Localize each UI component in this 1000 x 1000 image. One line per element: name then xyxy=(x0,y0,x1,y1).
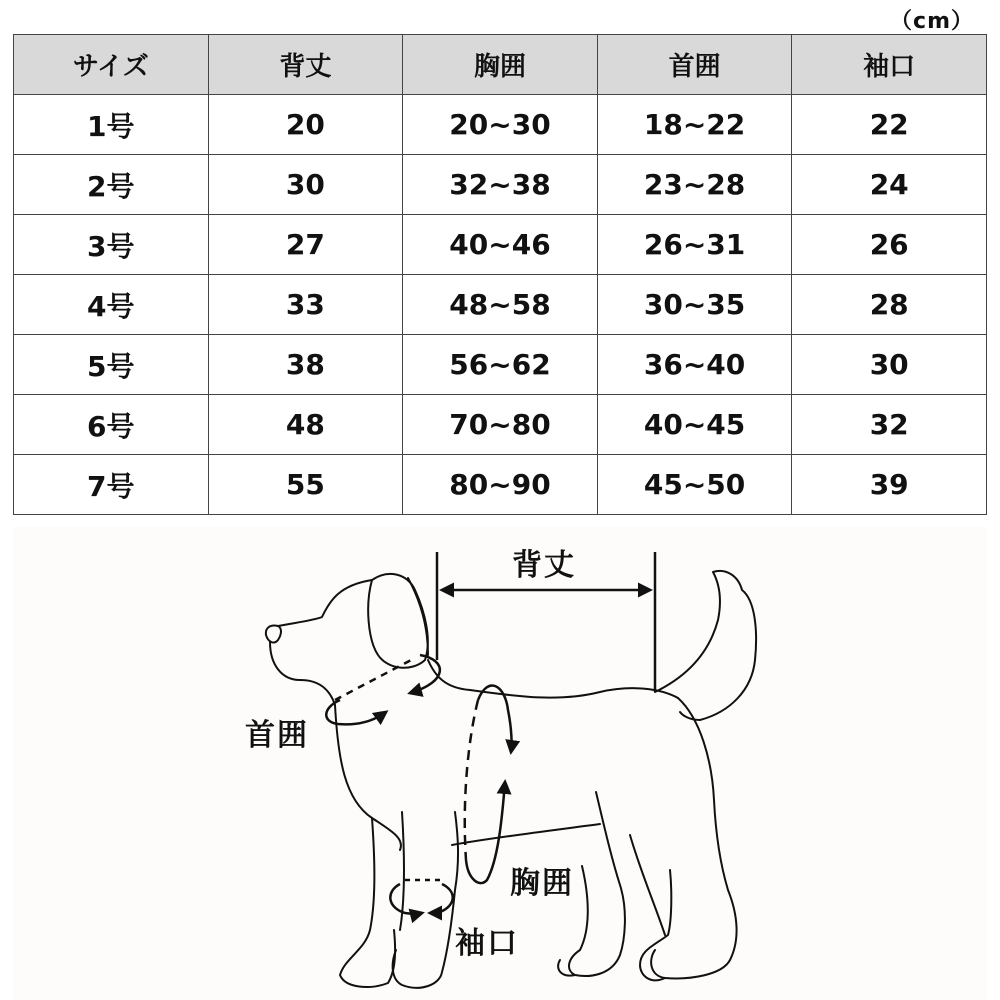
cell-chest: 48~58 xyxy=(403,275,598,335)
label-cuff: 袖口 xyxy=(455,926,519,961)
cell-neck: 40~45 xyxy=(597,395,792,455)
label-neck: 首囲 xyxy=(245,718,309,753)
chest-measure-indicator xyxy=(465,686,512,884)
cell-back-length: 27 xyxy=(208,215,403,275)
unit-label: （cm） xyxy=(890,9,974,34)
cell-cuff: 39 xyxy=(792,455,987,515)
header-neck: 首囲 xyxy=(597,35,792,95)
cell-back-length: 30 xyxy=(208,155,403,215)
label-back-length: 背丈 xyxy=(512,548,576,583)
header-cuff: 袖口 xyxy=(792,35,987,95)
header-chest: 胸囲 xyxy=(403,35,598,95)
cell-neck: 23~28 xyxy=(597,155,792,215)
neck-measure-indicator xyxy=(326,655,440,724)
cell-chest: 20~30 xyxy=(403,95,598,155)
cell-cuff: 22 xyxy=(792,95,987,155)
cell-neck: 36~40 xyxy=(597,335,792,395)
cell-cuff: 26 xyxy=(792,215,987,275)
cell-size: 6号 xyxy=(14,395,209,455)
cell-size: 1号 xyxy=(14,95,209,155)
cell-chest: 80~90 xyxy=(403,455,598,515)
cell-back-length: 38 xyxy=(208,335,403,395)
cell-neck: 26~31 xyxy=(597,215,792,275)
cell-neck: 45~50 xyxy=(597,455,792,515)
cell-cuff: 24 xyxy=(792,155,987,215)
cell-back-length: 33 xyxy=(208,275,403,335)
cell-back-length: 48 xyxy=(208,395,403,455)
cell-neck: 18~22 xyxy=(597,95,792,155)
cell-chest: 56~62 xyxy=(403,335,598,395)
cell-back-length: 20 xyxy=(208,95,403,155)
cell-size: 4号 xyxy=(14,275,209,335)
cell-size: 2号 xyxy=(14,155,209,215)
cell-cuff: 30 xyxy=(792,335,987,395)
cell-neck: 30~35 xyxy=(597,275,792,335)
cell-chest: 32~38 xyxy=(403,155,598,215)
cell-size: 3号 xyxy=(14,215,209,275)
cell-size: 5号 xyxy=(14,335,209,395)
header-size: サイズ xyxy=(14,35,209,95)
cell-cuff: 28 xyxy=(792,275,987,335)
cell-back-length: 55 xyxy=(208,455,403,515)
cell-chest: 40~46 xyxy=(403,215,598,275)
label-chest: 胸囲 xyxy=(510,866,574,901)
header-back-length: 背丈 xyxy=(208,35,403,95)
cell-chest: 70~80 xyxy=(403,395,598,455)
cuff-measure-indicator xyxy=(390,880,452,914)
cell-size: 7号 xyxy=(14,455,209,515)
cell-cuff: 32 xyxy=(792,395,987,455)
